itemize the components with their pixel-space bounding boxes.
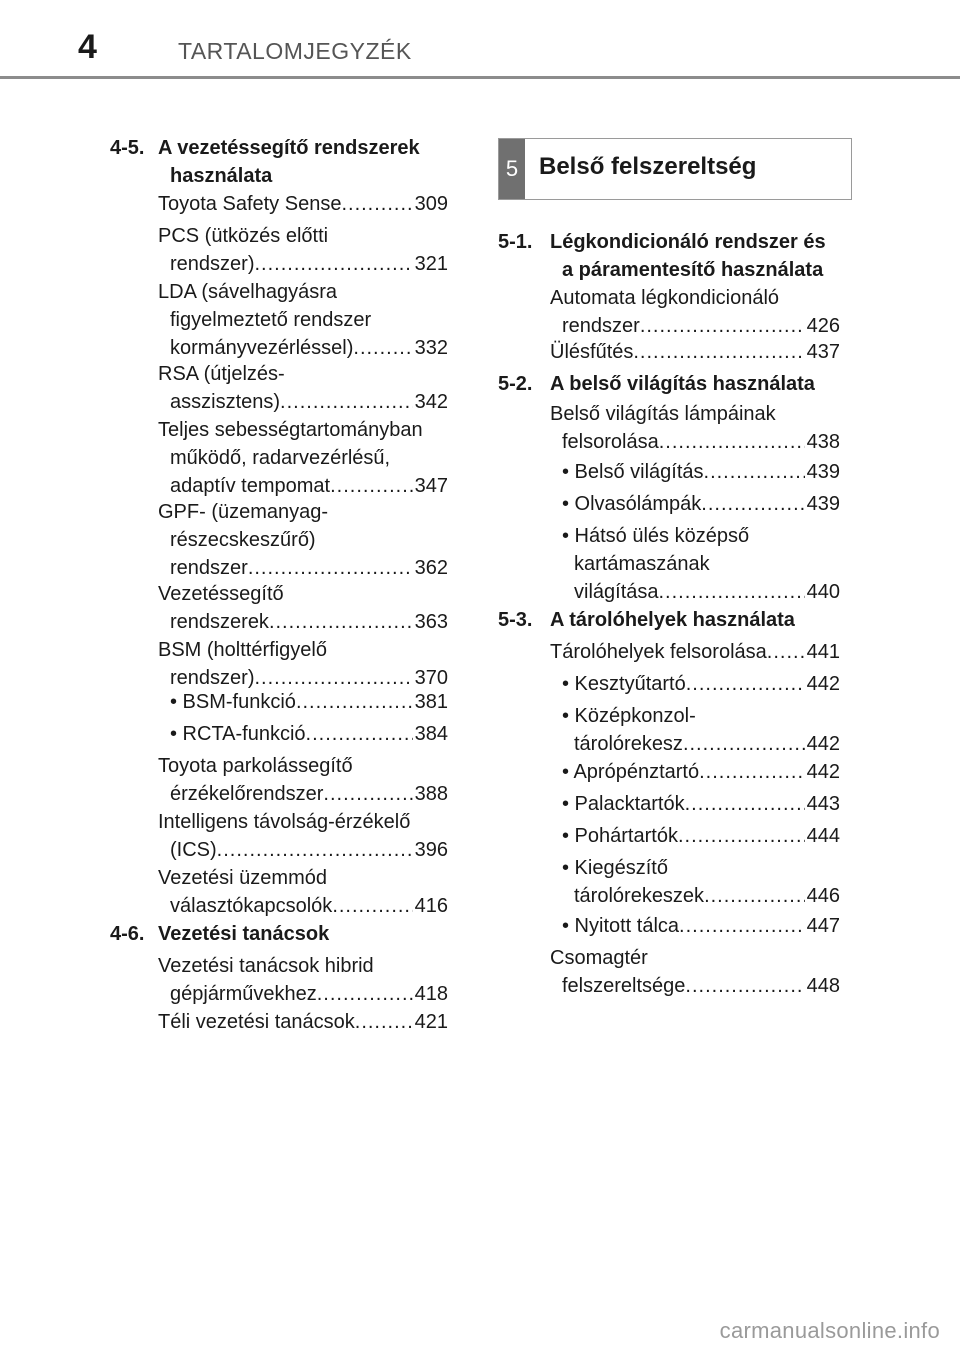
- toc-entry[interactable]: Vezetési üzemmód választókapcsolók ..... 416: [158, 864, 448, 920]
- section-title: Légkondicionáló rendszer és a páramentesítő használata: [550, 231, 826, 281]
- section-title: A vezetéssegítő rendszerek használata: [158, 137, 420, 187]
- toc-entry[interactable]: Toyota parkolássegítő érzékelőrendszer ..... 388: [158, 752, 448, 808]
- toc-entry[interactable]: Toyota Safety Sense ..... 309: [158, 190, 448, 218]
- toc-entry[interactable]: RSA (útjelzés- asszisztens) ..... 342: [158, 360, 448, 416]
- page-ref: 444: [806, 825, 840, 847]
- page-ref: 438: [806, 431, 840, 453]
- toc-entry[interactable]: • Belső világítás ..... 439: [562, 458, 840, 486]
- toc-entry[interactable]: • BSM-funkció ..... 381: [170, 688, 448, 716]
- page-ref: 362: [414, 557, 448, 579]
- page-ref: 418: [414, 983, 448, 1005]
- toc-entry[interactable]: Csomagtér felszereltsége ..... 448: [550, 944, 840, 1000]
- page-number: 4: [78, 28, 97, 66]
- page-ref: 384: [414, 723, 448, 745]
- section-number: 5-1.: [498, 231, 533, 253]
- toc-entry[interactable]: Ülésfűtés ..... 437: [550, 338, 840, 366]
- page-ref: 446: [806, 885, 840, 907]
- toc-entry[interactable]: • RCTA-funkció ..... 384: [170, 720, 448, 748]
- page-ref: 437: [806, 341, 840, 363]
- toc-entry[interactable]: • Hátsó ülés középső kartámaszának világítása ..... 440: [562, 522, 840, 606]
- section-number: 5-3.: [498, 609, 533, 631]
- toc-entry[interactable]: • Aprópénztartó ..... 442: [562, 758, 840, 786]
- page-header: [0, 0, 960, 80]
- page-ref: 347: [414, 475, 448, 497]
- page-ref: 321: [414, 253, 448, 275]
- section-title: Vezetési tanácsok: [158, 923, 330, 945]
- section-number: 4-5.: [110, 137, 145, 159]
- chapter-title: Belső felszereltség: [539, 153, 757, 180]
- section-number: 5-2.: [498, 373, 533, 395]
- header-divider: [0, 76, 960, 79]
- toc-entry[interactable]: BSM (holttérfigyelő rendszer) ..... 370: [158, 636, 448, 692]
- page-ref: 439: [806, 461, 840, 483]
- section-number: 4-6.: [110, 923, 145, 945]
- toc-entry[interactable]: • Kiegészítő tárolórekeszek ..... 446: [562, 854, 840, 910]
- toc-entry[interactable]: • Nyitott tálca ..... 447: [562, 912, 840, 940]
- page-ref: 426: [806, 315, 840, 337]
- page-ref: 309: [414, 193, 448, 215]
- toc-entry[interactable]: • Középkonzol- tárolórekesz ..... 442: [562, 702, 840, 758]
- page-ref: 396: [414, 839, 448, 861]
- toc-entry[interactable]: • Olvasólámpák ..... 439: [562, 490, 840, 518]
- toc-entry[interactable]: Automata légkondicionáló rendszer ..... 426: [550, 284, 840, 340]
- toc-entry[interactable]: Intelligens távolság-érzékelő (ICS) ..... 396: [158, 808, 448, 864]
- page-ref: 370: [414, 667, 448, 689]
- toc-entry[interactable]: • Palacktartók ..... 443: [562, 790, 840, 818]
- page-ref: 447: [806, 915, 840, 937]
- toc-entry[interactable]: Tárolóhelyek felsorolása ..... 441: [550, 638, 840, 666]
- toc-entry[interactable]: • Kesztyűtartó ..... 442: [562, 670, 840, 698]
- page-ref: 443: [806, 793, 840, 815]
- page-ref: 416: [414, 895, 448, 917]
- page-ref: 442: [806, 733, 840, 755]
- toc-entry[interactable]: Vezetési tanácsok hibrid gépjárművekhez ..... 418: [158, 952, 448, 1008]
- page-ref: 332: [414, 337, 448, 359]
- toc-entry[interactable]: Teljes sebességtartományban működő, radarvezérlésű, adaptív tempomat ..... 347: [158, 416, 448, 500]
- toc-entry[interactable]: Téli vezetési tanácsok ..... 421: [158, 1008, 448, 1036]
- page-ref: 448: [806, 975, 840, 997]
- page-ref: 381: [414, 691, 448, 713]
- chapter-heading: [498, 138, 852, 200]
- page-ref: 442: [806, 673, 840, 695]
- section-title: A tárolóhelyek használata: [550, 609, 795, 631]
- page-ref: 421: [414, 1011, 448, 1033]
- watermark-logo: carmanualsonline.info: [719, 1318, 940, 1343]
- section-title: A belső világítás használata: [550, 373, 815, 395]
- page-ref: 439: [806, 493, 840, 515]
- page-ref: 363: [414, 611, 448, 633]
- page-title: TARTALOMJEGYZÉK: [178, 38, 412, 64]
- toc-entry[interactable]: GPF- (üzemanyag- részecskeszűrő) rendszer ..... 362: [158, 498, 448, 582]
- chapter-number-tab: 5: [499, 139, 525, 199]
- toc-entry[interactable]: Belső világítás lámpáinak felsorolása ..... 438: [550, 400, 840, 456]
- toc-entry[interactable]: LDA (sávelhagyásra figyelmeztető rendszer kormányvezérléssel) ..... 332: [158, 278, 448, 362]
- page-ref: 442: [806, 761, 840, 783]
- page-ref: 441: [806, 641, 840, 663]
- toc-entry[interactable]: Vezetéssegítő rendszerek ..... 363: [158, 580, 448, 636]
- page-ref: 440: [806, 581, 840, 603]
- toc-entry[interactable]: PCS (ütközés előtti rendszer) ..... 321: [158, 222, 448, 278]
- page-ref: 342: [414, 391, 448, 413]
- page-ref: 388: [414, 783, 448, 805]
- toc-entry[interactable]: • Pohártartók ..... 444: [562, 822, 840, 850]
